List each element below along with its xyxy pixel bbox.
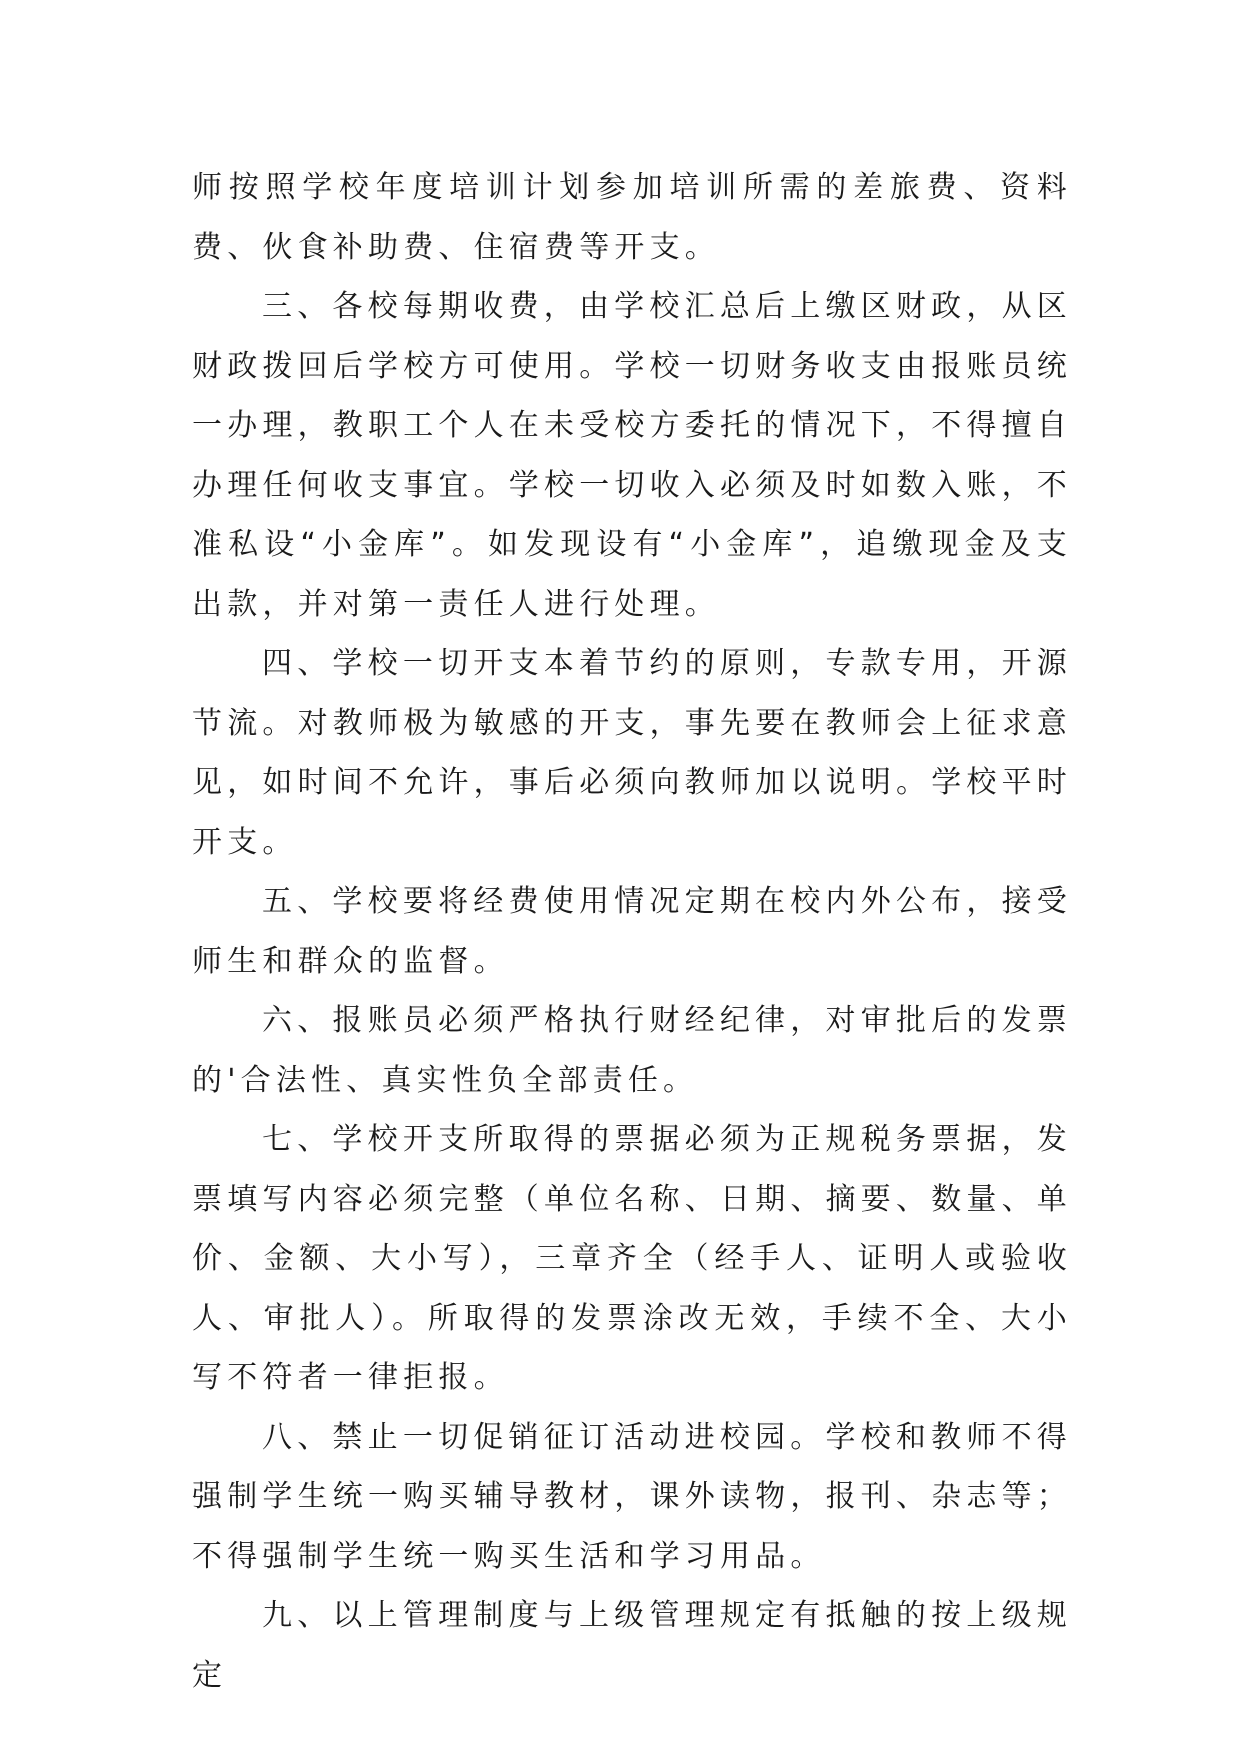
document-body — [192, 158, 1072, 1705]
paragraph-item-5: 五、学校要将经费使用情况定期在校内外公布，接受师生和群众的监督。 — [192, 884, 1072, 979]
paragraph-item-8: 八、禁止一切促销征订活动进校园。学校和教师不得强制学生统一购买辅导教材，课外读物，报刊、杂志等；不得强制学生统一购买生活和学习用品。 — [192, 1419, 1072, 1574]
paragraph-continued: 师按照学校年度培训计划参加培训所需的差旅费、资料费、伙食补助费、住宿费等开支。 — [192, 170, 1072, 265]
paragraph-item-7: 七、学校开支所取得的票据必须为正规税务票据，发票填写内容必须完整（单位名称、日期、摘要、数量、单价、金额、大小写），三章齐全（经手人、证明人或验收人、审批人）。所取得的发票涂改无效，手续不全、大小写不符者一律拒报。 — [192, 1122, 1072, 1395]
paragraph-item-9: 九、以上管理制度与上级管理规定有抵触的按上级规定 — [192, 1598, 1072, 1693]
paragraph-item-6: 六、报账员必须严格执行财经纪律，对审批后的发票的'合法性、真实性负全部责任。 — [192, 1003, 1072, 1098]
paragraph-item-4: 四、学校一切开支本着节约的原则，专款专用，开源节流。对教师极为敏感的开支，事先要在教师会上征求意见，如时间不允许，事后必须向教师加以说明。学校平时开支。 — [192, 646, 1072, 860]
paragraph-item-3: 三、各校每期收费，由学校汇总后上缴区财政，从区财政拨回后学校方可使用。学校一切财务收支由报账员统一办理，教职工个人在未受校方委托的情况下，不得擅自办理任何收支事宜。学校一切收入必须及时如数入账，不准私设“小金库”。如发现设有“小金库”，追缴现金及支出款，并对第一责任人进行处理。 — [192, 289, 1072, 622]
